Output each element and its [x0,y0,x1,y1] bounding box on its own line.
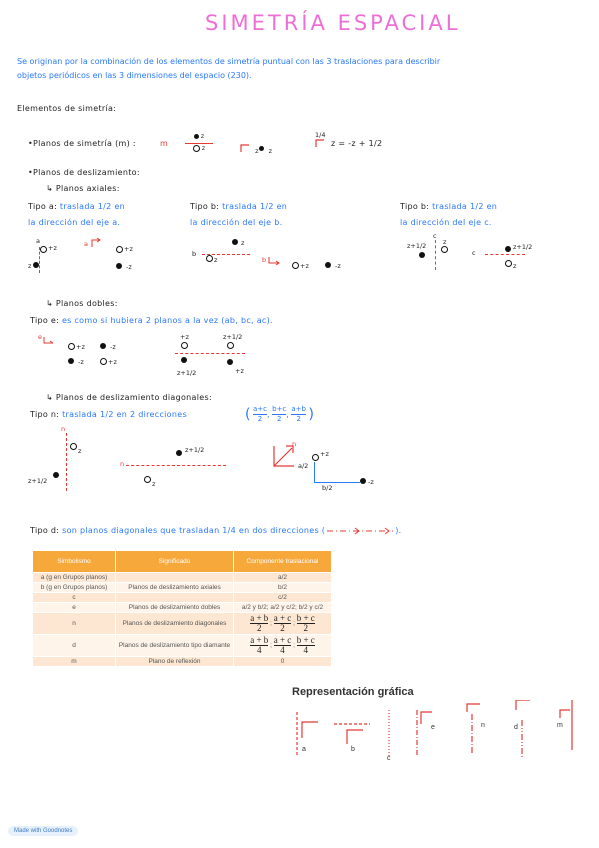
type-e-q4: +z [235,367,244,375]
table-cell: c/2 [234,593,332,603]
table-cell: Planos de deslizamiento axiales [116,583,234,593]
type-a-axis-label: a [36,237,40,245]
rep-label-a: a [302,746,306,753]
type-n-diagram-1 [28,425,258,495]
type-n-p3: z+1/2 [185,446,205,454]
table-cell: Planos de deslizamiento diagonales [116,613,234,635]
type-c-text2: la dirección del eje c. [400,218,492,227]
rep-label-e: e [431,724,435,731]
type-n-r4: -z [368,478,374,486]
table-row [33,603,332,613]
type-d-line-icon [325,527,395,535]
mirror-quarter-label: 1/4 [315,131,326,139]
table-cell: Plano de reflexión [116,657,234,667]
diag-heading: ↳ Planos de deslizamiento diagonales: [46,393,212,402]
type-c-p2: z [443,238,447,246]
type-b-text2: la dirección del eje b. [190,218,283,227]
table-frac: $\frac{b + c}{4}$ [296,635,315,655]
table-cell [116,573,234,583]
type-c-p4: z [513,262,517,270]
mirror-quarter-corner-icon [315,138,325,148]
type-b-z-label: z [214,256,218,264]
type-b-p3: -z [335,262,341,270]
elements-heading: Elementos de simetría: [17,104,117,113]
table-cell: $\frac{a + b}{2}$ ; $\frac{a + c}{2}$ ; $\frac{b + c}{2}$ [234,613,332,635]
table-frac: $\frac{a + b}{4}$ [250,635,269,655]
type-a-p3: -z [126,263,132,271]
mirror-symbol: m [160,139,169,148]
type-n-axis-label-2: n [120,460,125,468]
table-cell: e [33,603,116,613]
type-n-r3: b/2 [322,484,333,492]
glide-heading: •Planos de deslizamiento: [28,168,140,177]
representation-symbols-icon [290,700,590,765]
type-b-axis-label: b [192,250,197,258]
type-c-p3: z+1/2 [513,243,533,251]
type-n-p2: z+1/2 [28,477,48,485]
type-c-axis-label: c [433,232,437,240]
type-n-text: Tipo n: traslada 1/2 en 2 direcciones [30,410,187,419]
type-n-diagram-2 [270,440,390,495]
type-n-fractions: ( $\frac{a+c}{2}$ , $\frac{b+c}{2}$ , $\frac{a+b}{2}$ ) [245,405,315,423]
table-frac: $\frac{b + c}{2}$ [296,613,315,633]
mirror-pair-1 [240,138,272,157]
table-row [33,613,332,635]
type-n-axis-label: n [61,425,66,433]
rep-label-c: c [387,755,391,762]
type-n-p4: z [152,480,156,488]
table-cell [116,593,234,603]
type-n-p1: z [78,447,82,455]
table-cell: Planos de deslizamiento dobles [116,603,234,613]
table-cell: a/2 y b/2; a/2 y c/2; b/2 y c/2 [234,603,332,613]
type-n-frac-1: $\frac{a+c}{2}$ [253,405,268,423]
table-row [33,657,332,667]
mirror-equation: z = -z + 1/2 [331,139,383,148]
type-b-p2: +z [300,262,309,270]
table-cell: b/2 [234,583,332,593]
intro-line-2: objetos periódicos en las 3 dimensiones del espacio (230). [17,71,252,80]
intro-line-1: Se originan por la combinación de los elementos de simetría puntual con las 3 traslaciones para describir [17,57,441,66]
goodnotes-badge[interactable]: Made with Goodnotes [8,826,78,836]
rep-label-d: d [514,724,518,731]
table-header: Significado [116,551,234,573]
table-header-row [33,551,332,573]
table-cell: n [33,613,116,635]
mirror-label: •Planos de simetría (m) : [28,139,136,148]
page-title: SIMETRÍA ESPACIAL [205,11,461,35]
table-cell: a (g en Grupos planos) [33,573,116,583]
type-a-z-label: z [28,262,32,270]
type-c-diagram [405,232,565,277]
table-row [33,583,332,593]
type-e-diagram-2 [175,333,275,378]
type-c-axis-label-2: c [472,249,476,257]
double-heading: ↳ Planos dobles: [46,299,118,308]
table-header: Simbolismo [33,551,116,573]
type-b-glide-arrow-icon [267,255,281,265]
type-a-glide-arrow-icon [90,238,102,248]
type-b-axis-label-2: b [262,256,267,264]
table-cell: d [33,635,116,657]
type-e-axis-label: e [38,333,42,341]
type-e-text: Tipo e: es como si hubiera 2 planos a la vez (ab, bc, ac). [30,316,273,325]
axial-heading: ↳ Planos axiales: [46,184,120,193]
table-cell: Planos de deslizamiento tipo diamante [116,635,234,657]
rep-label-b: b [351,746,355,753]
table-row [33,635,332,657]
type-e-q1: +z [180,333,189,341]
type-e-p1: +z [76,343,85,351]
table-cell: m [33,657,116,667]
type-c-p1: z+1/2 [407,242,427,250]
mirror-corner-icon [240,143,250,153]
table-row [33,593,332,603]
intro-text [17,55,440,83]
table-header: Componente traslacional [234,551,332,573]
symbol-table [32,550,332,667]
type-n-axis-label-3: n [292,440,297,448]
type-c-text: Tipo b: traslada 1/2 en [400,202,498,211]
type-b-text: Tipo b: traslada 1/2 en [190,202,288,211]
table-frac: $\frac{a + c}{4}$ [273,635,292,655]
type-n-r1: +z [320,450,329,458]
type-e-diagram-1 [38,333,148,373]
type-a-text2: la dirección del eje a. [28,218,121,227]
rep-label-m: m [557,722,563,729]
type-e-p2: -z [110,343,116,351]
type-b-diagram [190,236,370,276]
type-a-text: Tipo a: traslada 1/2 en [28,202,125,211]
type-n-frac-2: $\frac{b+c}{2}$ [272,405,287,423]
type-d-text: Tipo d: son planos diagonales que trasladan 1/4 en dos direcciones ( ). [30,526,402,535]
table-frac: $\frac{a + c}{2}$ [273,613,292,633]
mirror-bottom-label: z [201,145,206,152]
rep-label-n: n [481,722,485,729]
type-a-p1: +z [48,244,57,252]
type-a-diagram [28,235,148,275]
type-n-r2: a/2 [298,462,309,470]
mirror-pair2-label: z [268,147,273,155]
table-cell: 0 [234,657,332,667]
mirror-top-label: z [200,133,205,140]
type-b-p1: z [241,239,245,247]
table-cell: $\frac{a + b}{4}$ ; $\frac{a + c}{4}$ ; $\frac{b + c}{4}$ [234,635,332,657]
table-row [33,573,332,583]
type-n-frac-3: $\frac{a+b}{2}$ [291,405,306,423]
table-cell: a/2 [234,573,332,583]
type-a-p2: +z [124,245,133,253]
mirror-pair-label: z [255,147,259,155]
table-cell: b (g en Grupos planos) [33,583,116,593]
type-e-glide-arrow-icon [42,335,54,345]
type-a-axis-label-2: a [84,240,88,248]
type-e-q2: z+1/2 [223,333,243,341]
type-e-p3: -z [78,358,84,366]
representation-title: Representación gráfica [292,686,414,698]
table-cell: c [33,593,116,603]
type-e-q3: z+1/2 [177,369,197,377]
type-e-p4: +z [108,358,117,366]
table-frac: $\frac{a + b}{2}$ [250,613,269,633]
